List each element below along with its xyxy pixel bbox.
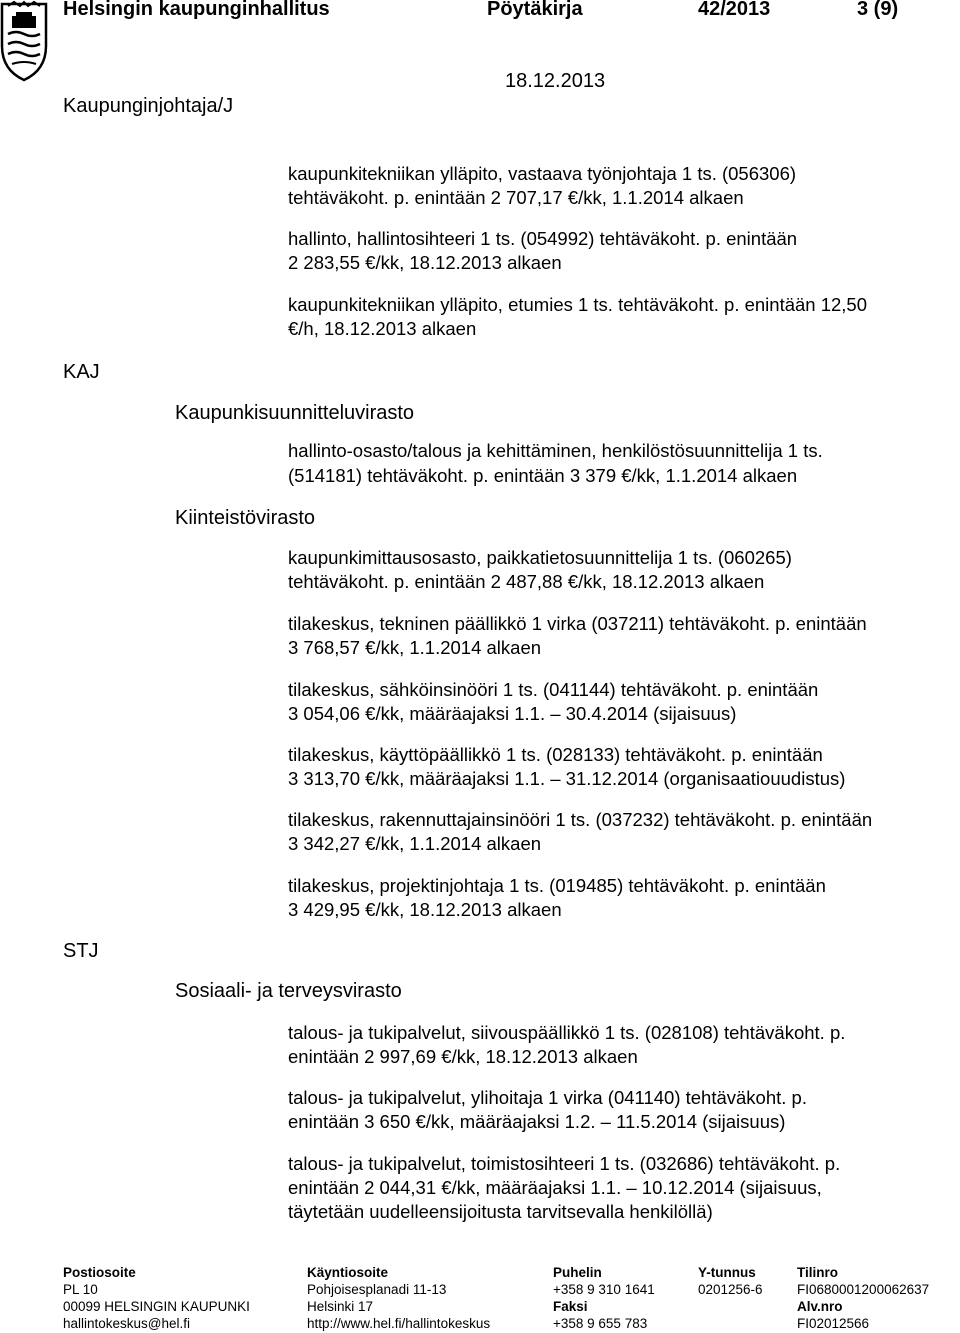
entry-line: enintään 2 044,31 €/kk, määräajaksi 1.1. – 10.12.2014 (sijaisuus, — [288, 1177, 822, 1198]
entry-line: 2 283,55 €/kk, 18.12.2013 alkaen — [288, 252, 562, 273]
meeting-date: 18.12.2013 — [505, 70, 606, 92]
footer-phone-number: +358 9 310 1641 — [553, 1282, 655, 1297]
entry-line: kaupunkitekniikan ylläpito, etumies 1 ts. tehtäväkoht. p. enintään 12,50 — [288, 294, 868, 315]
entry-line: tilakeskus, käyttöpäällikkö 1 ts. (028133) tehtäväkoht. p. enintään — [288, 744, 823, 765]
footer-visit-line: Pohjoisesplanadi 11-13 — [307, 1282, 447, 1297]
entry-line: €/h, 18.12.2013 alkaen — [288, 318, 477, 339]
entry-line: tilakeskus, projektinjohtaja 1 ts. (019485) tehtäväkoht. p. enintään — [288, 875, 826, 896]
entry-line: tilakeskus, sähköinsinööri 1 ts. (041144) tehtäväkoht. p. enintään — [288, 679, 819, 700]
entry-line: tilakeskus, tekninen päällikkö 1 virka (037211) tehtäväkoht. p. enintään — [288, 613, 867, 634]
label-kaj: KAJ — [63, 361, 100, 383]
entry-line: kaupunkitekniikan ylläpito, vastaava työnjohtaja 1 ts. (056306) — [288, 163, 797, 184]
entry-line: enintään 2 997,69 €/kk, 18.12.2013 alkaen — [288, 1046, 638, 1067]
label-kaupunkisuunnitteluvirasto: Kaupunkisuunnitteluvirasto — [175, 402, 415, 424]
footer-postal-line: 00099 HELSINGIN KAUPUNKI — [63, 1299, 250, 1314]
entry-line: (514181) tehtäväkoht. p. enintään 3 379 €/kk, 1.1.2014 alkaen — [288, 465, 798, 486]
entry-line: talous- ja tukipalvelut, toimistosihteeri 1 ts. (032686) tehtäväkoht. p. — [288, 1153, 841, 1174]
footer-website-link[interactable]: http://www.hel.fi/hallintokeskus — [307, 1316, 491, 1331]
label-stj: STJ — [63, 940, 99, 962]
entry-line: tehtäväkoht. p. enintään 2 707,17 €/kk, 1.1.2014 alkaen — [288, 187, 744, 208]
footer-fax-heading: Faksi — [553, 1299, 588, 1314]
doc-type: Pöytäkirja — [487, 0, 583, 20]
footer-alv-heading: Alv.nro — [797, 1299, 843, 1314]
footer-fax-number: +358 9 655 783 — [553, 1316, 648, 1331]
entry-line: talous- ja tukipalvelut, siivouspäällikkö 1 ts. (028108) tehtäväkoht. p. — [288, 1022, 846, 1043]
doc-number: 42/2013 — [698, 0, 771, 20]
section-name: Kaupunginjohtaja/J — [63, 95, 234, 117]
footer-postal-heading: Postiosoite — [63, 1265, 136, 1280]
footer-visit-line: Helsinki 17 — [307, 1299, 374, 1314]
entry-line: 3 768,57 €/kk, 1.1.2014 alkaen — [288, 637, 542, 658]
entry-line: hallinto, hallintosihteeri 1 ts. (054992) tehtäväkoht. p. enintään — [288, 228, 798, 249]
org-name: Helsingin kaupunginhallitus — [63, 0, 330, 20]
footer-ytunnus-value: 0201256-6 — [698, 1282, 763, 1297]
entry-line: 3 342,27 €/kk, 1.1.2014 alkaen — [288, 833, 542, 854]
footer-tilinro-heading: Tilinro — [797, 1265, 839, 1280]
entry-line: enintään 3 650 €/kk, määräajaksi 1.2. – 11.5.2014 (sijaisuus) — [288, 1111, 786, 1132]
entry-line: 3 313,70 €/kk, määräajaksi 1.1. – 31.12.2014 (organisaatiouudistus) — [288, 768, 846, 789]
entry-line: 3 429,95 €/kk, 18.12.2013 alkaen — [288, 899, 562, 920]
footer-alv-value: FI02012566 — [797, 1316, 870, 1331]
entry-line: kaupunkimittausosasto, paikkatietosuunnittelija 1 ts. (060265) — [288, 547, 792, 568]
entry-line: tilakeskus, rakennuttajainsinööri 1 ts. (037232) tehtäväkoht. p. enintään — [288, 809, 873, 830]
footer-postal-line: PL 10 — [63, 1282, 98, 1297]
footer-tilinro-value: FI0680001200062637 — [797, 1282, 930, 1297]
page-number: 3 (9) — [857, 0, 899, 20]
entry-line: talous- ja tukipalvelut, ylihoitaja 1 virka (041140) tehtäväkoht. p. — [288, 1087, 807, 1108]
entry-line: 3 054,06 €/kk, määräajaksi 1.1. – 30.4.2014 (sijaisuus) — [288, 703, 737, 724]
footer-phone-heading: Puhelin — [553, 1265, 602, 1280]
entry-line: hallinto-osasto/talous ja kehittäminen, henkilöstösuunnittelija 1 ts. — [288, 440, 823, 461]
footer-ytunnus-heading: Y-tunnus — [698, 1265, 756, 1280]
footer-email-link[interactable]: hallintokeskus@hel.fi — [63, 1316, 191, 1331]
entry-line: tehtäväkoht. p. enintään 2 487,88 €/kk, 18.12.2013 alkaen — [288, 571, 765, 592]
label-sosiaali-ja-terveysvirasto: Sosiaali- ja terveysvirasto — [175, 980, 402, 1002]
entry-line: täytetään uudelleensijoitusta tarvitsevalla henkilöllä) — [288, 1201, 713, 1222]
helsinki-crest-logo — [0, 0, 48, 82]
footer-visit-heading: Käyntiosoite — [307, 1265, 389, 1280]
label-kiinteistovirasto: Kiinteistövirasto — [175, 507, 316, 529]
